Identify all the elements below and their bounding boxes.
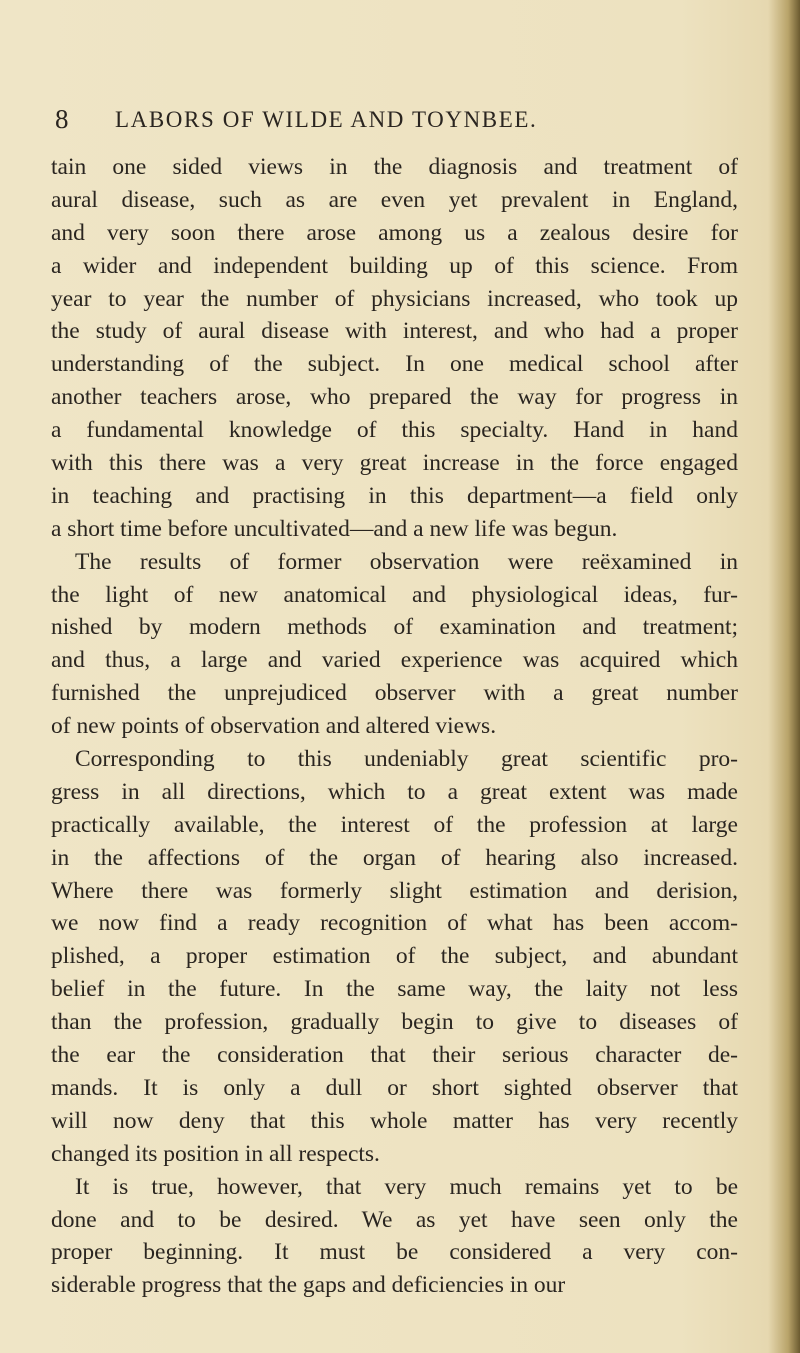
text-line: the study of aural disease with interest, and who had a proper	[51, 318, 738, 345]
text-line: the ear the consideration that their serious character de-	[51, 1042, 738, 1069]
text-line: practically available, the interest of the profession at large	[51, 811, 738, 838]
text-line: It is true, however, that very much remains yet to be	[75, 1173, 738, 1200]
text-line: a fundamental knowledge of this specialty. Hand in hand	[51, 417, 738, 444]
text-line: in teaching and practising in this department—a field only	[51, 482, 738, 509]
text-line: and thus, a large and varied experience was acquired which	[51, 647, 738, 674]
text-line: nished by modern methods of examination and treatment;	[51, 614, 738, 641]
text-line: siderable progress that the gaps and deficiencies in our	[51, 1272, 566, 1299]
body-text	[51, 151, 738, 1302]
text-line: furnished the unprejudiced observer with a great number	[51, 680, 738, 707]
text-line: the light of new anatomical and physiological ideas, fur-	[51, 581, 738, 608]
text-line: than the profession, gradually begin to give to diseases of	[51, 1009, 738, 1036]
text-line: mands. It is only a dull or short sighted observer that	[51, 1074, 738, 1101]
text-line: changed its position in all respects.	[51, 1140, 380, 1167]
page-header	[55, 104, 695, 138]
text-line: gress in all directions, which to a great extent was made	[51, 778, 738, 805]
text-line: and very soon there arose among us a zealous desire for	[51, 219, 738, 246]
text-line: Corresponding to this undeniably great scientific pro-	[75, 746, 738, 773]
text-line: year to year the number of physicians increased, who took up	[51, 285, 738, 312]
text-line: Where there was formerly slight estimation and derision,	[51, 877, 738, 904]
text-line: proper beginning. It must be considered a very con-	[51, 1239, 738, 1266]
text-line: a wider and independent building up of this science. From	[51, 252, 738, 279]
text-line: plished, a proper estimation of the subject, and abundant	[51, 943, 738, 970]
text-line: understanding of the subject. In one medical school after	[51, 351, 738, 378]
text-line: a short time before uncultivated—and a new life was begun.	[51, 515, 618, 542]
text-line: The results of former observation were reëxamined in	[75, 548, 738, 575]
text-line: will now deny that this whole matter has very recently	[51, 1107, 738, 1134]
text-line: with this there was a very great increase in the force engaged	[51, 450, 738, 477]
text-line: we now find a ready recognition of what has been accom-	[51, 910, 738, 937]
text-line: belief in the future. In the same way, the laity not less	[51, 976, 738, 1003]
running-title: LABORS OF WILDE AND TOYNBEE.	[115, 107, 538, 132]
page-number: 8	[55, 104, 69, 134]
text-line: another teachers arose, who prepared the way for progress in	[51, 384, 738, 411]
text-line: tain one sided views in the diagnosis and treatment of	[51, 154, 738, 180]
text-line: aural disease, such as are even yet prevalent in England,	[51, 186, 738, 213]
text-line: of new points of observation and altered views.	[51, 713, 497, 740]
text-line: done and to be desired. We as yet have seen only the	[51, 1206, 738, 1233]
text-line: in the affections of the organ of hearing also increased.	[51, 844, 738, 871]
